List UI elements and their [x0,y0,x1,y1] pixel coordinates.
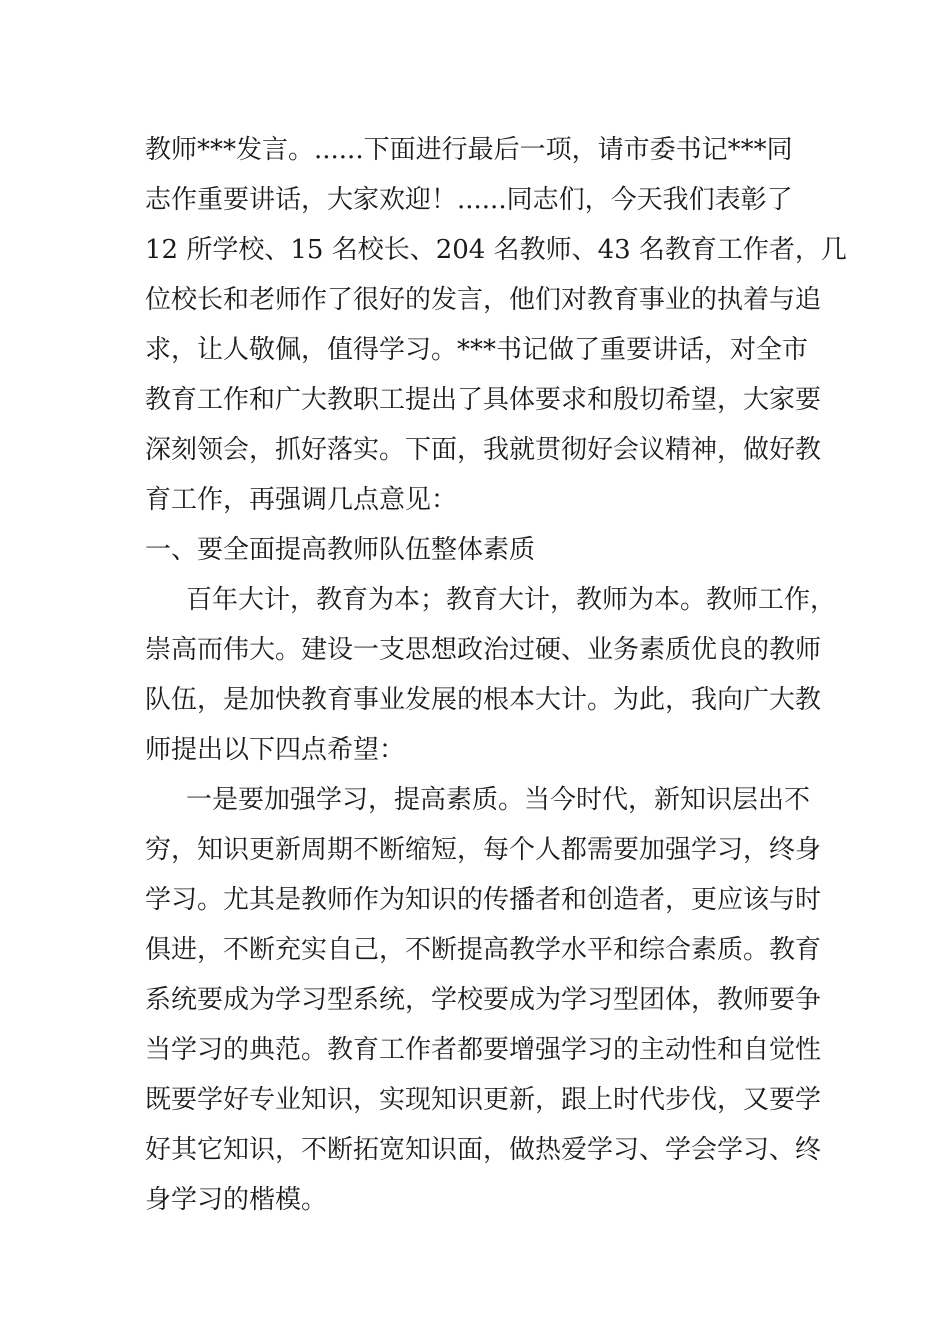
text-line: 深刻领会，抓好落实。下面，我就贯彻好会议精神，做好教 [145,435,822,465]
text-line: 队伍，是加快教育事业发展的根本大计。为此，我向广大教 [145,685,822,715]
text-line: 位校长和老师作了很好的发言，他们对教育事业的执着与追 [145,285,822,315]
text-line: 教育工作和广大教职工提出了具体要求和殷切希望，大家要 [145,385,822,415]
paragraph-first-line: 百年大计，教育为本；教育大计，教师为本。教师工作， [186,585,837,615]
text-line: 志作重要讲话，大家欢迎！......同志们，今天我们表彰了 [145,185,793,215]
text-line: 身学习的楷模。 [145,1185,328,1215]
text-line: 俱进，不断充实自己，不断提高教学水平和综合素质。教育 [145,935,822,965]
text-line: 12 所学校、15 名校长、204 名教师、43 名教育工作者，几 [145,235,847,265]
text-line: 育工作，再强调几点意见： [145,485,458,515]
section-heading: 一、要全面提高教师队伍整体素质 [145,535,536,565]
text-line: 穷，知识更新周期不断缩短，每个人都需要加强学习，终身 [145,835,822,865]
text-line: 当学习的典范。教育工作者都要增强学习的主动性和自觉性 [145,1035,822,1065]
text-line: 系统要成为学习型系统，学校要成为学习型团体，教师要争 [145,985,822,1015]
text-line: 求，让人敬佩，值得学习。***书记做了重要讲话，对全市 [145,335,809,365]
text-line: 教师***发言。......下面进行最后一项，请市委书记***同 [145,135,793,165]
text-line: 师提出以下四点希望： [145,735,406,765]
text-line: 好其它知识，不断拓宽知识面，做热爱学习、学会学习、终 [145,1135,822,1165]
text-line: 既要学好专业知识，实现知识更新，跟上时代步伐，又要学 [145,1085,822,1115]
paragraph-first-line: 一是要加强学习，提高素质。当今时代，新知识层出不 [186,785,811,815]
text-line: 学习。尤其是教师作为知识的传播者和创造者，更应该与时 [145,885,822,915]
text-line: 崇高而伟大。建设一支思想政治过硬、业务素质优良的教师 [145,635,822,665]
